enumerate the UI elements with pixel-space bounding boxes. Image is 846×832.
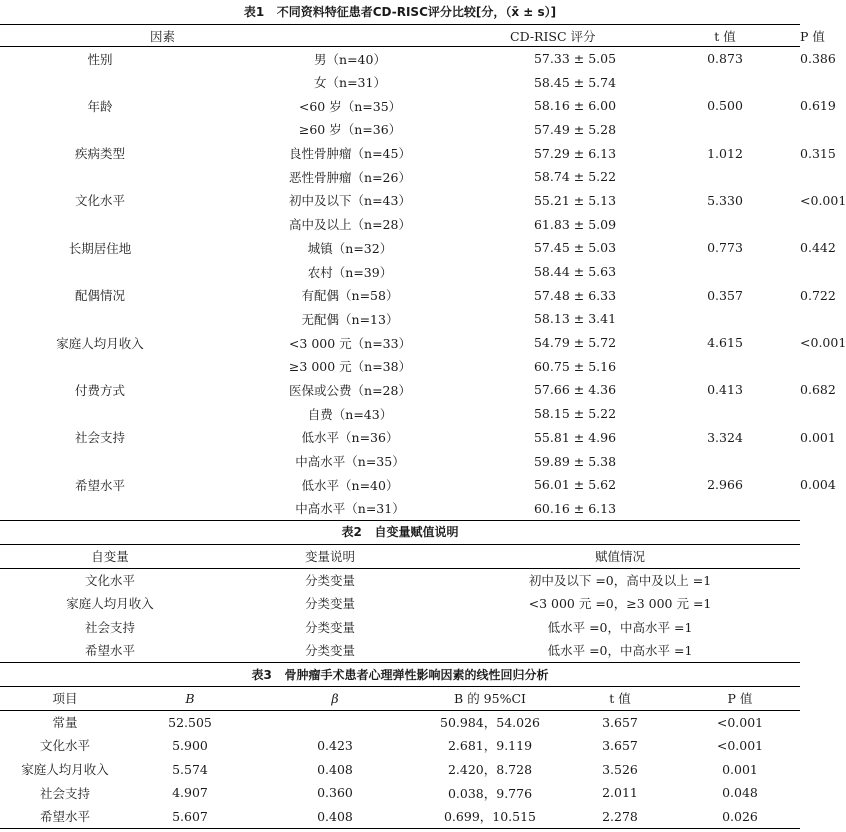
table1-cell-group: 良性骨肿瘤（n=45） xyxy=(289,146,411,162)
table1-cell-t xyxy=(650,497,800,521)
table3-header-ci: B 的 95%CI xyxy=(420,687,560,711)
table3-caption-number: 表3 xyxy=(251,668,272,682)
table2 xyxy=(0,544,800,663)
table3-row xyxy=(0,710,800,734)
table2-row xyxy=(0,592,800,616)
table1-row xyxy=(0,165,800,189)
table3-cell-item: 社会支持 xyxy=(39,785,90,801)
table1-row: 希望水平 低水平（n=40） 56.01 ± 5.62 2.966 0.004 xyxy=(0,473,800,497)
table1-row: 疾病类型 良性骨肿瘤（n=45） 57.29 ± 6.13 1.012 0.315 xyxy=(0,141,800,165)
table1-cell-group: 中高水平（n=35） xyxy=(295,454,405,470)
table3-cell-item: 希望水平 xyxy=(0,804,130,828)
table1 xyxy=(0,24,846,521)
table1-caption-text: 不同资料特征患者CD-RISC评分比较[分，（x̄ ± s）] xyxy=(276,5,557,19)
table2-cell-description: 分类变量 xyxy=(304,596,355,612)
table3-cell-item: 家庭人均月收入 xyxy=(21,762,109,778)
table1-cell-group: 初中及以下（n=43） xyxy=(289,193,411,209)
table1-cell-group: <60 岁（n=35） xyxy=(298,98,402,114)
table1-row: 文化水平 初中及以下（n=43） 55.21 ± 5.13 5.330 <0.001 xyxy=(0,189,800,213)
table2-cell-variable: 希望水平 xyxy=(0,639,220,663)
table1-cell-factor: 社会支持 xyxy=(74,430,125,446)
table1-cell-factor xyxy=(0,402,200,426)
table3-cell-t: 3.657 xyxy=(602,737,638,753)
table1-cell-factor xyxy=(0,449,200,473)
table1-row: 配偶情况 有配偶（n=58） 57.48 ± 6.33 0.357 0.722 xyxy=(0,283,800,307)
table1-cell-factor xyxy=(0,354,200,378)
table1-cell-score: 60.75 ± 5.16 xyxy=(533,358,617,374)
table1-cell-score: 55.21 ± 5.13 xyxy=(533,192,617,208)
table3-cell-ci: 2.681，9.119 xyxy=(447,738,533,754)
table1-row: 性别 男（n=40） 57.33 ± 5.05 0.873 0.386 xyxy=(0,47,800,71)
table1-cell-t xyxy=(650,118,800,142)
table1-cell-t xyxy=(650,212,800,236)
table1-row xyxy=(0,260,800,284)
table1-cell-factor: 希望水平 xyxy=(74,477,125,493)
table1-cell-score: 58.44 ± 5.63 xyxy=(533,264,617,280)
table1-cell-group: 有配偶（n=58） xyxy=(301,288,399,304)
table3-cell-p: 0.026 xyxy=(680,804,800,828)
table1-cell-group: 男（n=40） xyxy=(314,51,386,67)
table1-cell-t xyxy=(650,449,800,473)
table1-row xyxy=(0,497,800,521)
table1-cell-factor: 性别 xyxy=(87,51,113,67)
table3-cell-b: 5.607 xyxy=(130,804,250,828)
table1-row: 付费方式 医保或公费（n=28） 57.66 ± 4.36 0.413 0.682 xyxy=(0,378,800,402)
table1-row xyxy=(0,70,800,94)
table1-cell-t xyxy=(650,402,800,426)
table1-cell-score: 57.45 ± 5.03 xyxy=(533,240,617,256)
table2-header-description: 变量说明 xyxy=(220,545,440,569)
table3-row xyxy=(0,781,800,805)
table2-header-assignment: 赋值情况 xyxy=(440,545,800,569)
table2-cell-assignment: 低水平 =0，中高水平 =1 xyxy=(440,639,800,663)
table1-cell-t: 5.330 xyxy=(707,192,743,208)
table3-cell-ci: 2.420，8.728 xyxy=(447,762,533,778)
table1-cell-factor xyxy=(0,70,200,94)
table3-cell-p: <0.001 xyxy=(716,714,764,730)
table1-cell-t xyxy=(650,260,800,284)
table1-row: 长期居住地 城镇（n=32） 57.45 ± 5.03 0.773 0.442 xyxy=(0,236,800,260)
table1-cell-group: 高中及以上（n=28） xyxy=(289,217,411,233)
table1-cell-group: 城镇（n=32） xyxy=(307,240,393,256)
table1-cell-t: 0.500 xyxy=(707,98,743,114)
table1-cell-score: 55.81 ± 4.96 xyxy=(533,429,617,445)
table2-row xyxy=(0,568,800,592)
table2-caption-text: 自变量赋值说明 xyxy=(374,525,459,539)
table1-cell-score: 57.48 ± 6.33 xyxy=(533,287,617,303)
table2-header-variable: 自变量 xyxy=(0,545,220,569)
table1-cell-group: <3 000 元（n=33） xyxy=(288,335,412,351)
table2-cell-description: 分类变量 xyxy=(304,619,355,635)
table1-cell-group: ≥60 岁（n=36） xyxy=(298,122,402,138)
table1-cell-factor xyxy=(0,260,200,284)
table2-caption xyxy=(0,522,800,542)
table3-cell-beta: 0.360 xyxy=(317,785,353,801)
table3-cell-t: 3.526 xyxy=(602,761,638,777)
table1-cell-score: 59.89 ± 5.38 xyxy=(533,453,617,469)
table1-cell-score: 61.83 ± 5.09 xyxy=(533,216,617,232)
table1-cell-factor: 配偶情况 xyxy=(74,288,125,304)
table3-cell-ci: 0.038，9.776 xyxy=(447,785,533,801)
table2-cell-assignment: 初中及以下 =0，高中及以上 =1 xyxy=(528,573,712,588)
table1-cell-score: 57.49 ± 5.28 xyxy=(533,121,617,137)
table1-cell-score: 56.01 ± 5.62 xyxy=(533,477,617,493)
table3-cell-b: 4.907 xyxy=(172,785,208,801)
table3-cell-t: 3.657 xyxy=(602,714,638,730)
table1-caption xyxy=(0,2,800,22)
table3-cell-p: 0.048 xyxy=(722,785,758,801)
table1-cell-factor xyxy=(0,497,200,521)
table3-cell-t: 2.278 xyxy=(560,804,680,828)
table1-cell-t xyxy=(650,307,800,331)
table3-cell-beta: 0.408 xyxy=(317,761,353,777)
table3-caption-text: 骨肿瘤手术患者心理弹性影响因素的线性回归分析 xyxy=(284,668,549,682)
table1-cell-t: 4.615 xyxy=(707,335,743,351)
table1-cell-factor xyxy=(0,118,200,142)
table3-cell-t: 2.011 xyxy=(602,785,638,801)
table3-header-item: 项目 xyxy=(0,687,130,711)
table1-cell-t: 2.966 xyxy=(707,477,743,493)
table1-cell-t: 0.413 xyxy=(707,382,743,398)
table1-cell-group: 低水平（n=36） xyxy=(301,430,399,446)
table2-cell-description: 分类变量 xyxy=(304,573,355,588)
table1-header-factor: 因素 xyxy=(0,25,500,47)
table3-header-p: P 值 xyxy=(680,687,800,711)
table1-row: 社会支持 低水平（n=36） 55.81 ± 4.96 3.324 0.001 xyxy=(0,426,800,450)
table1-cell-t xyxy=(650,70,800,94)
table3-row xyxy=(0,804,800,828)
table1-cell-t: 0.873 xyxy=(707,51,743,67)
table1-cell-score: 57.33 ± 5.05 xyxy=(533,51,617,67)
table1-cell-score: 57.29 ± 6.13 xyxy=(533,145,617,161)
table2-cell-assignment: <3 000 元 =0，≥3 000 元 =1 xyxy=(528,596,712,612)
table3-cell-beta: 0.408 xyxy=(250,804,420,828)
table1-header-t: t 值 xyxy=(650,25,800,47)
table1-cell-factor xyxy=(0,307,200,331)
table2-row xyxy=(0,615,800,639)
table1-cell-factor: 家庭人均月收入 xyxy=(56,335,144,351)
table1-cell-t: 3.324 xyxy=(707,429,743,445)
table1-cell-t: 1.012 xyxy=(707,145,743,161)
table3-header-beta: β xyxy=(250,687,420,711)
table1-cell-factor: 年龄 xyxy=(87,98,113,114)
table3-row xyxy=(0,734,800,758)
table1-row xyxy=(0,307,800,331)
table3-cell-b: 5.574 xyxy=(172,761,208,777)
table2-cell-variable: 文化水平 xyxy=(84,573,135,588)
table3-cell-beta xyxy=(250,710,420,734)
table3-cell-item: 文化水平 xyxy=(39,738,90,754)
table1-row xyxy=(0,402,800,426)
table1-cell-score: 57.66 ± 4.36 xyxy=(533,382,617,398)
table1-row: 家庭人均月收入 <3 000 元（n=33） 54.79 ± 5.72 4.615 <0.001 xyxy=(0,331,800,355)
table1-caption-number: 表1 xyxy=(243,5,265,19)
table1-cell-group: 中高水平（n=31） xyxy=(200,497,500,521)
table1-cell-score: 58.15 ± 5.22 xyxy=(533,406,617,422)
table3-cell-ci: 0.699，10.515 xyxy=(420,804,560,828)
table2-cell-variable: 社会支持 xyxy=(84,619,135,635)
table1-header-score: CD-RISC 评分 xyxy=(500,25,650,47)
table2-row xyxy=(0,639,800,663)
table2-cell-description: 分类变量 xyxy=(220,639,440,663)
table3-cell-p: 0.001 xyxy=(722,761,758,777)
table3-cell-p: <0.001 xyxy=(716,737,764,753)
table1-cell-t xyxy=(650,354,800,378)
table1-cell-factor: 长期居住地 xyxy=(68,240,132,256)
table3-cell-item: 常量 xyxy=(52,715,78,731)
table1-header-row: 因素 CD-RISC 评分 t 值 P 值 xyxy=(0,25,800,47)
table1-cell-score: 58.16 ± 6.00 xyxy=(533,98,617,114)
table1-row xyxy=(0,354,800,378)
table1-row xyxy=(0,449,800,473)
table1-cell-factor xyxy=(0,165,200,189)
table1-cell-score: 58.13 ± 3.41 xyxy=(533,311,617,327)
table1-cell-group: 女（n=31） xyxy=(314,75,386,91)
table2-cell-assignment: 低水平 =0，中高水平 =1 xyxy=(547,619,693,635)
table3-cell-b: 5.900 xyxy=(172,737,208,753)
table3-header-b: B xyxy=(130,687,250,711)
table2-caption-number: 表2 xyxy=(341,525,362,539)
table1-cell-score: 58.45 ± 5.74 xyxy=(533,74,617,90)
table1-cell-factor xyxy=(0,212,200,236)
table1-cell-group: 低水平（n=40） xyxy=(301,477,399,493)
table3-caption xyxy=(0,665,800,685)
table1-cell-factor: 疾病类型 xyxy=(74,146,125,162)
table1-cell-t: 0.773 xyxy=(707,240,743,256)
table1-cell-group: 恶性骨肿瘤（n=26） xyxy=(289,169,411,185)
table1-cell-group: 农村（n=39） xyxy=(307,264,393,280)
table1-cell-factor: 付费方式 xyxy=(74,382,125,398)
table1-cell-group: 自费（n=43） xyxy=(307,406,393,422)
table1-cell-group: 无配偶（n=13） xyxy=(301,311,399,327)
table1-row: 年龄 <60 岁（n=35） 58.16 ± 6.00 0.500 0.619 xyxy=(0,94,800,118)
table3-header-row xyxy=(0,687,800,711)
table3-header-t: t 值 xyxy=(560,687,680,711)
table3-cell-b: 52.505 xyxy=(168,714,212,730)
table1-cell-score: 54.79 ± 5.72 xyxy=(533,335,617,351)
table1-cell-group: 医保或公费（n=28） xyxy=(289,382,411,398)
table3 xyxy=(0,686,800,829)
table3-row xyxy=(0,757,800,781)
table1-cell-t xyxy=(650,165,800,189)
table2-cell-variable: 家庭人均月收入 xyxy=(66,596,154,612)
table3-cell-beta: 0.423 xyxy=(317,737,353,753)
table1-row xyxy=(0,118,800,142)
table1-cell-score: 58.74 ± 5.22 xyxy=(533,169,617,185)
table1-row xyxy=(0,212,800,236)
table1-cell-group: ≥3 000 元（n=38） xyxy=(288,359,412,375)
table1-cell-t: 0.357 xyxy=(707,287,743,303)
table1-cell-score: 60.16 ± 6.13 xyxy=(500,497,650,521)
table1-cell-factor: 文化水平 xyxy=(74,193,125,209)
table2-header-row xyxy=(0,545,800,569)
table3-cell-ci: 50.984，54.026 xyxy=(440,715,540,731)
